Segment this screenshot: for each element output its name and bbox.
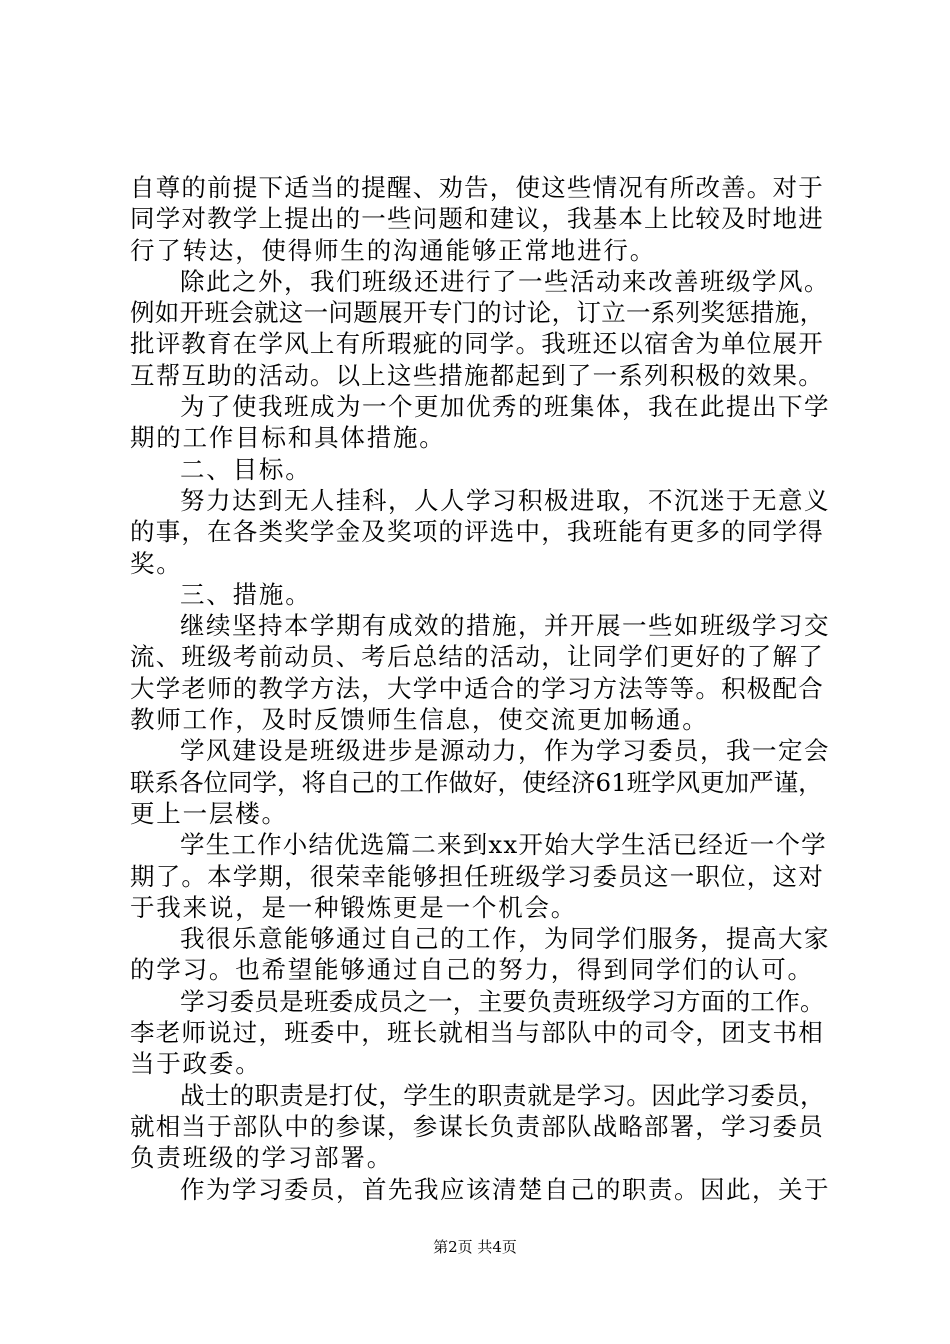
text-line: 当于政委。	[130, 1049, 262, 1079]
text-line: 流、班级考前动员、考后总结的活动，让同学们更好的了解了	[130, 642, 824, 672]
text-line: 学习委员是班委成员之一，主要负责班级学习方面的工作。	[180, 986, 825, 1016]
text-line: 行了转达，使得师生的沟通能够正常地进行。	[130, 235, 656, 265]
text-line: 学风建设是班级进步是源动力，作为学习委员，我一定会	[180, 736, 830, 766]
text-line: 继续坚持本学期有成效的措施，并开展一些如班级学习交	[180, 611, 830, 641]
text-line: 的学习。也希望能够通过自己的努力，得到同学们的认可。	[130, 955, 814, 985]
text-line: 同学对教学上提出的一些问题和建议，我基本上比较及时地进	[130, 204, 824, 234]
text-line: 李老师说过，班委中，班长就相当与部队中的司令，团支书相	[130, 1018, 824, 1048]
text-line: 二、目标。	[180, 454, 312, 484]
text-line: 联系各位同学，将自己的工作做好，使经济61班学风更加严谨，	[130, 767, 823, 797]
text-line: 互帮互助的活动。以上这些措施都起到了一系列积极的效果。	[130, 360, 824, 390]
text-line: 例如开班会就这一问题展开专门的讨论，订立一系列奖惩措施，	[130, 298, 825, 328]
text-line: 为了使我班成为一个更加优秀的班集体，我在此提出下学	[180, 392, 830, 422]
text-line: 自尊的前提下适当的提醒、劝告，使这些情况有所改善。对于	[130, 173, 824, 202]
text-line: 学生工作小结优选篇二来到xx开始大学生活已经近一个学	[180, 830, 827, 860]
text-line: 奖。	[130, 548, 183, 578]
text-line: 期了。本学期，很荣幸能够担任班级学习委员这一职位，这对	[130, 861, 824, 891]
text-line: 批评教育在学风上有所瑕疵的同学。我班还以宿舍为单位展开	[130, 329, 824, 359]
text-line: 更上一层楼。	[130, 798, 288, 828]
text-line: 作为学习委员，首先我应该清楚自己的职责。因此，关于	[180, 1174, 830, 1204]
text-line: 除此之外，我们班级还进行了一些活动来改善班级学风。	[180, 266, 830, 296]
text-line: 的事，在各类奖学金及奖项的评选中，我班能有更多的同学得	[130, 517, 824, 547]
page-footer: 第2页 共4页	[433, 1238, 517, 1256]
text-line: 负责班级的学习部署。	[130, 1143, 393, 1173]
text-line: 期的工作目标和具体措施。	[130, 423, 446, 453]
body-text	[130, 172, 830, 1205]
text-line: 我很乐意能够通过自己的工作，为同学们服务，提高大家	[180, 924, 830, 954]
text-line: 大学老师的教学方法，大学中适合的学习方法等等。积极配合	[130, 673, 824, 703]
text-line: 教师工作，及时反馈师生信息，使交流更加畅通。	[130, 705, 709, 735]
text-line: 三、措施。	[180, 579, 312, 609]
text-line: 于我来说，是一种锻炼更是一个机会。	[130, 892, 578, 922]
text-line: 努力达到无人挂科，人人学习积极进取，不沉迷于无意义	[180, 485, 830, 515]
text-line: 战士的职责是打仗，学生的职责就是学习。因此学习委员，	[180, 1080, 825, 1110]
text-line: 就相当于部队中的参谋，参谋长负责部队战略部署，学习委员	[130, 1111, 824, 1141]
